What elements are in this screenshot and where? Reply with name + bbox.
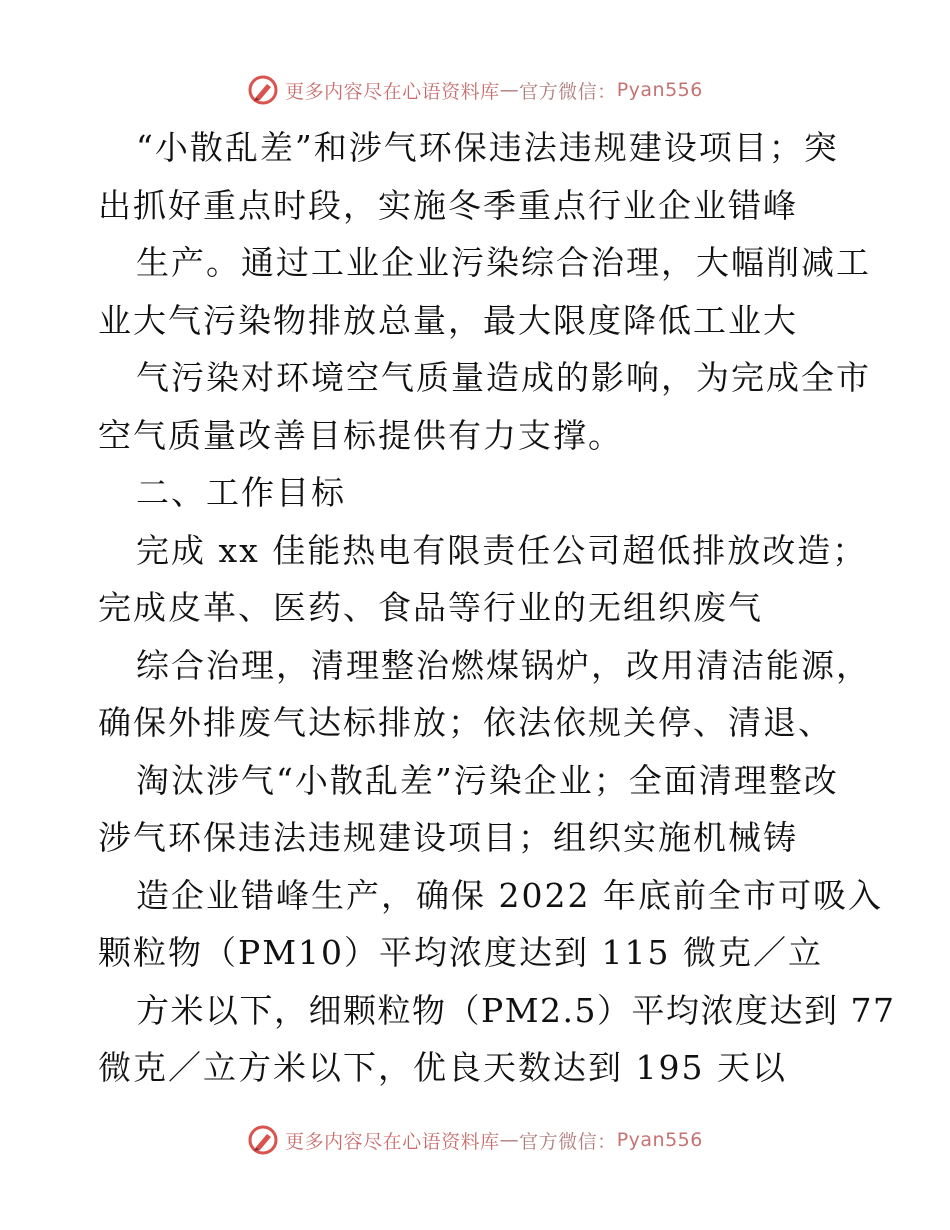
- body-line: 气污染对环境空气质量造成的影响，为完成全市: [136, 358, 871, 397]
- body-line: 综合治理，清理整治燃煤锅炉，改用清洁能源，: [136, 645, 871, 685]
- watermark-wechat-id: Pyan556: [616, 79, 703, 101]
- footer-watermark: [0, 1122, 950, 1158]
- watermark-brand: 更多内容尽在心语资料库: [285, 1130, 500, 1153]
- pen-logo-icon: [247, 74, 279, 106]
- body-line: 确保外排废气达标排放；依法依规关停、清退、: [98, 703, 833, 742]
- body-line: 淘汰涉气“小散乱差”污染企业；全面清理整改: [136, 760, 839, 800]
- watermark-official-label: 官方微信：: [519, 1130, 617, 1153]
- body-line: 造企业错峰生产，确保 2022 年底前全市可吸入: [136, 875, 883, 915]
- section-heading: 二、工作目标: [136, 473, 346, 512]
- body-line: 方米以下，细颗粒物（PM2.5）平均浓度达到 77: [136, 990, 896, 1030]
- body-line: 空气质量改善目标提供有力支撑。: [98, 415, 623, 455]
- watermark-brand: 更多内容尽在心语资料库: [285, 80, 500, 103]
- body-line: 涉气环保违法违规建设项目；组织实施机械铸: [98, 818, 798, 857]
- body-line: 业大气污染物排放总量，最大限度降低工业大: [98, 300, 798, 340]
- body-line: 出抓好重点时段，实施冬季重点行业企业错峰: [98, 185, 798, 225]
- body-line: 完成皮革、医药、食品等行业的无组织废气: [98, 588, 763, 627]
- watermark-wechat-id: Pyan556: [616, 1129, 703, 1151]
- body-line: 完成 xx 佳能热电有限责任公司超低排放改造；: [136, 530, 868, 570]
- header-watermark: [0, 72, 950, 108]
- body-line: “小散乱差”和涉气环保违法违规建设项目；突: [136, 128, 839, 167]
- body-line: 生产。通过工业企业污染综合治理，大幅削减工: [136, 243, 871, 282]
- watermark-official-label: 官方微信：: [519, 80, 617, 103]
- watermark-separator: —: [499, 79, 520, 101]
- pen-logo-icon: [247, 1124, 279, 1156]
- body-line: 颗粒物（PM10）平均浓度达到 115 微克／立: [98, 933, 823, 972]
- document-body: [98, 119, 896, 1097]
- watermark-separator: —: [499, 1129, 520, 1151]
- body-line: 微克／立方米以下，优良天数达到 195 天以: [98, 1048, 787, 1087]
